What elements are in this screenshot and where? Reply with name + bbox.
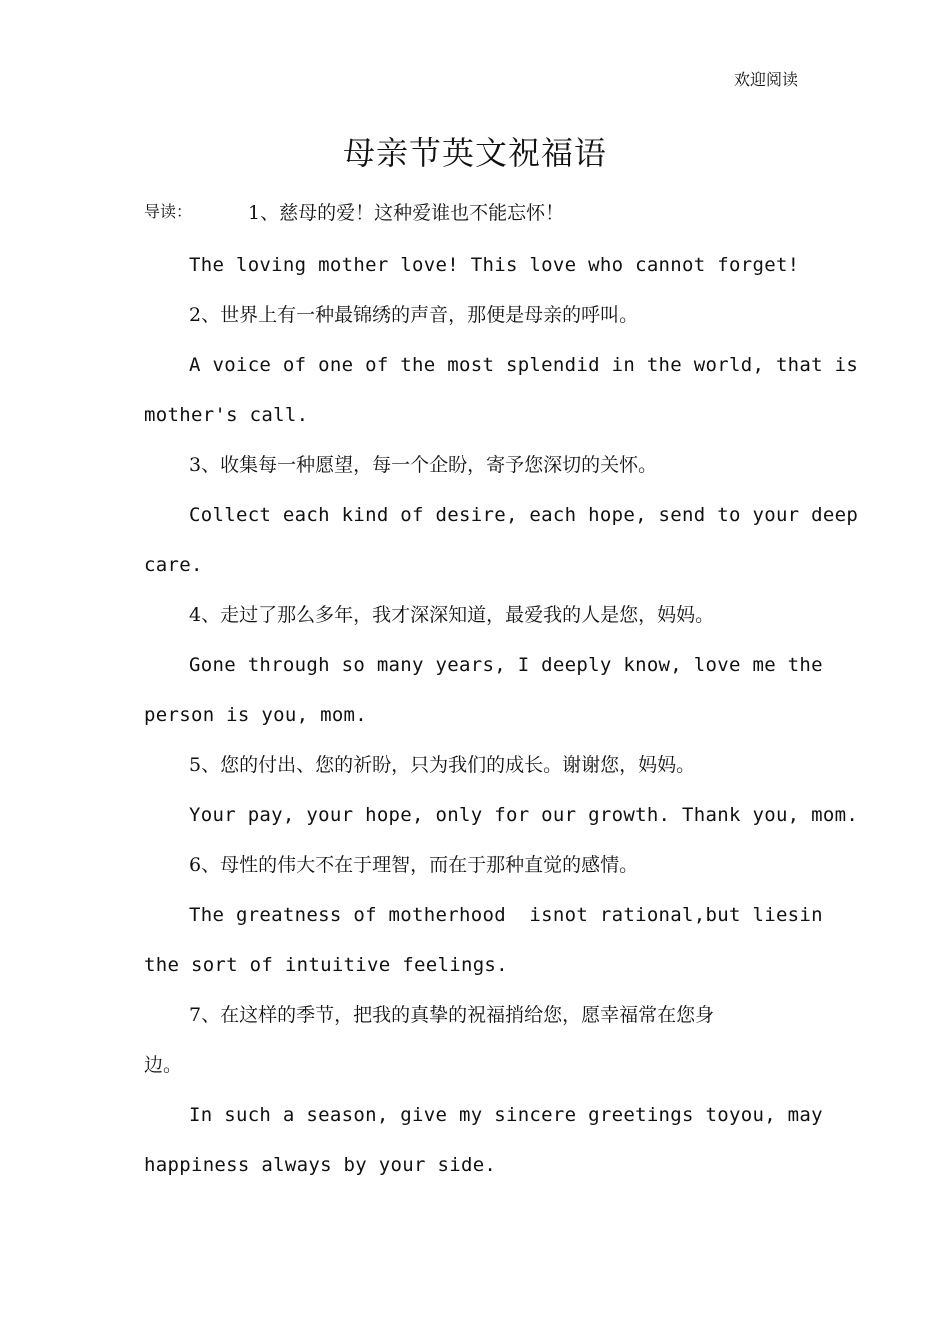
- header-note: 欢迎阅读: [733, 70, 798, 89]
- text-line-3: mother's call.: [144, 404, 309, 426]
- text-line-15: 7、在这样的季节，把我的真挚的祝福捎给您，愿幸福常在您身: [189, 1004, 715, 1026]
- text-line-18: happiness always by your side.: [144, 1154, 497, 1176]
- intro-label: 导读：: [144, 202, 193, 221]
- text-line-2: A voice of one of the most splendid in the world, that is: [189, 354, 859, 376]
- text-line-1: 2、世界上有一种最锦绣的声音，那便是母亲的呼叫。: [189, 304, 639, 326]
- text-line-14: the sort of intuitive feelings.: [144, 954, 508, 976]
- text-line-8: Gone through so many years, I deeply know, love me the: [189, 654, 823, 676]
- text-line-10: 5、您的付出、您的祈盼，只为我们的成长。谢谢您，妈妈。: [189, 754, 696, 776]
- page-title: 母亲节英文祝福语: [342, 134, 607, 173]
- text-line-11: Your pay, your hope, only for our growth. Thank you, mom.: [189, 804, 859, 826]
- document-body: [144, 190, 864, 1190]
- text-line-12: 6、母性的伟大不在于理智，而在于那种直觉的感情。: [189, 854, 639, 876]
- text-line-0: The loving mother love! This love who cannot forget!: [189, 254, 800, 276]
- text-line-6: care.: [144, 554, 203, 576]
- text-line-13: The greatness of motherhood isnot rational,but liesin: [189, 904, 823, 926]
- intro-row: [144, 190, 864, 240]
- text-line-5: Collect each kind of desire, each hope, send to your deep: [189, 504, 859, 526]
- text-line-17: In such a season, give my sincere greetings toyou, may: [189, 1104, 823, 1126]
- text-line-16: 边。: [144, 1054, 183, 1076]
- text-line-7: 4、走过了那么多年，我才深深知道，最爱我的人是您，妈妈。: [189, 604, 715, 626]
- text-line-4: 3、收集每一种愿望，每一个企盼，寄予您深切的关怀。: [189, 454, 658, 476]
- blessing-1-zh: 1、慈母的爱！这种爱谁也不能忘怀！: [248, 202, 565, 224]
- text-line-9: person is you, mom.: [144, 704, 368, 726]
